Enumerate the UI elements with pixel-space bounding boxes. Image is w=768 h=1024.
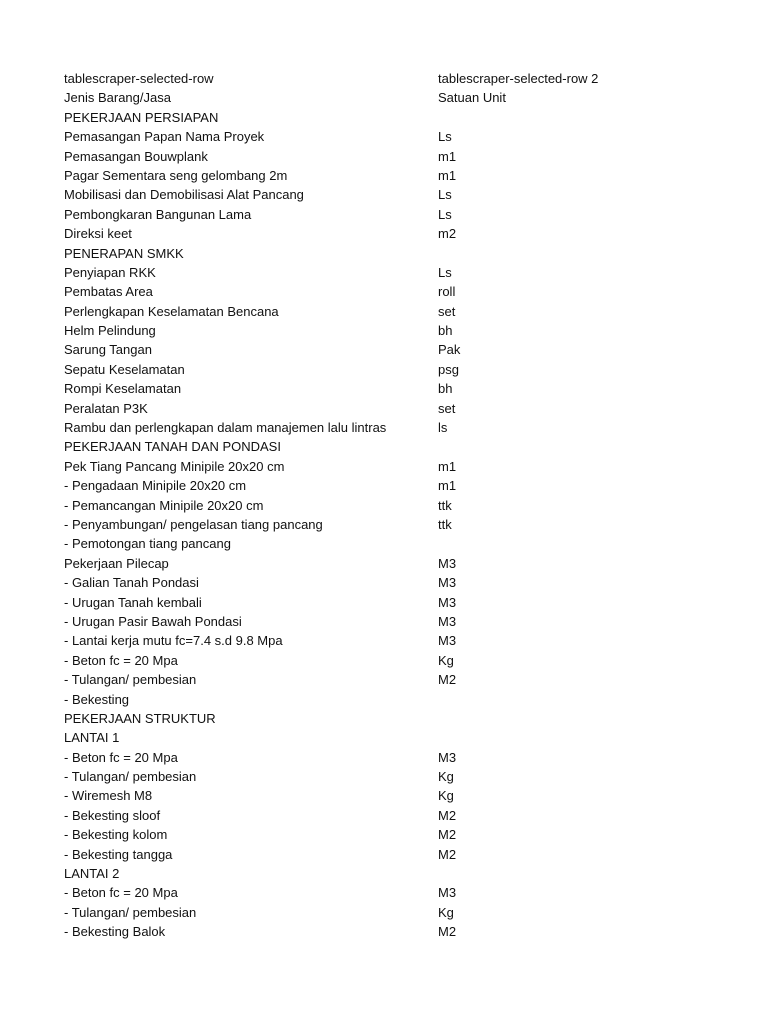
unit-cell[interactable] — [438, 534, 718, 553]
item-name-cell[interactable]: Sepatu Keselamatan — [64, 361, 185, 377]
item-name-cell[interactable]: Pembongkaran Bangunan Lama — [64, 206, 252, 222]
item-name-cell[interactable]: - Lantai kerja mutu fc=7.4 s.d 9.8 Mpa — [64, 633, 283, 649]
unit-cell[interactable]: Kg — [438, 788, 454, 804]
unit-cell[interactable] — [438, 690, 718, 709]
table-row — [64, 282, 724, 301]
unit-cell[interactable] — [438, 108, 718, 127]
unit-cell[interactable]: set — [438, 400, 456, 416]
item-name-cell[interactable]: PEKERJAAN TANAH DAN PONDASI — [64, 439, 281, 455]
table-row — [64, 786, 724, 805]
unit-cell[interactable]: ttk — [438, 497, 452, 513]
item-name-cell[interactable]: Perlengkapan Keselamatan Bencana — [64, 303, 279, 319]
header-cell-col1[interactable]: tablescraper-selected-row — [64, 71, 214, 86]
unit-cell[interactable]: m1 — [438, 458, 457, 474]
item-name-cell[interactable]: - Galian Tanah Pondasi — [64, 575, 199, 591]
table-row — [64, 903, 724, 922]
item-name-cell[interactable]: - Bekesting tangga — [64, 846, 173, 862]
item-name-cell[interactable]: - Pemotongan tiang pancang — [64, 536, 231, 552]
table-row — [64, 127, 724, 146]
item-name-cell[interactable]: - Tulangan/ pembesian — [64, 769, 197, 785]
unit-cell[interactable]: Kg — [438, 769, 454, 785]
table-row — [64, 244, 724, 263]
item-name-cell[interactable]: Direksi keet — [64, 226, 132, 242]
item-name-cell[interactable]: LANTAI 2 — [64, 866, 120, 882]
unit-cell[interactable]: Satuan Unit — [438, 90, 506, 106]
item-name-cell[interactable]: - Wiremesh M8 — [64, 788, 153, 804]
table-row — [64, 651, 724, 670]
item-name-cell[interactable]: - Beton fc = 20 Mpa — [64, 885, 178, 901]
item-name-cell[interactable]: Peralatan P3K — [64, 400, 148, 416]
unit-cell[interactable] — [438, 437, 718, 456]
table-row — [64, 612, 724, 631]
table-row — [64, 825, 724, 844]
unit-cell[interactable]: M3 — [438, 575, 457, 591]
item-name-cell[interactable]: Helm Pelindung — [64, 323, 156, 339]
unit-cell[interactable]: M2 — [438, 846, 457, 862]
item-name-cell[interactable]: PEKERJAAN STRUKTUR — [64, 710, 216, 726]
unit-cell[interactable]: Ls — [438, 206, 452, 222]
item-name-cell[interactable]: - Tulangan/ pembesian — [64, 904, 197, 920]
unit-cell[interactable]: M3 — [438, 594, 457, 610]
table-row — [64, 883, 724, 902]
spreadsheet-table — [64, 69, 724, 942]
unit-cell[interactable]: m2 — [438, 226, 457, 242]
item-name-cell[interactable]: Mobilisasi dan Demobilisasi Alat Pancang — [64, 187, 304, 203]
unit-cell[interactable]: M3 — [438, 749, 457, 765]
header-cell-col2[interactable]: tablescraper-selected-row 2 — [438, 71, 599, 86]
unit-cell[interactable]: Ls — [438, 129, 452, 145]
table-row — [64, 806, 724, 825]
table-row — [64, 224, 724, 243]
unit-cell[interactable]: Ls — [438, 264, 452, 280]
unit-cell[interactable]: set — [438, 303, 456, 319]
table-row — [64, 457, 724, 476]
table-row — [64, 399, 724, 418]
table-row — [64, 108, 724, 127]
table-row — [64, 496, 724, 515]
header-row — [64, 69, 724, 88]
unit-cell[interactable]: Kg — [438, 904, 454, 920]
item-name-cell[interactable]: Pemasangan Papan Nama Proyek — [64, 129, 265, 145]
unit-cell[interactable]: Pak — [438, 342, 461, 358]
table-row — [64, 476, 724, 495]
item-name-cell[interactable]: - Tulangan/ pembesian — [64, 672, 197, 688]
table-row — [64, 554, 724, 573]
item-name-cell[interactable]: - Bekesting kolom — [64, 827, 168, 843]
item-name-cell[interactable]: - Urugan Pasir Bawah Pondasi — [64, 613, 242, 629]
item-name-cell[interactable]: - Bekesting sloof — [64, 807, 161, 823]
table-row — [64, 767, 724, 786]
unit-cell[interactable]: ls — [438, 420, 448, 436]
item-name-cell[interactable]: PENERAPAN SMKK — [64, 245, 184, 261]
item-name-cell[interactable]: Pembatas Area — [64, 284, 153, 300]
unit-cell[interactable]: M2 — [438, 807, 457, 823]
unit-cell[interactable] — [438, 244, 718, 263]
table-row — [64, 302, 724, 321]
table-row — [64, 534, 724, 553]
unit-cell[interactable] — [438, 864, 718, 883]
table-row — [64, 185, 724, 204]
unit-cell[interactable]: M3 — [438, 555, 457, 571]
unit-cell[interactable]: psg — [438, 361, 459, 377]
item-name-cell[interactable]: - Bekesting — [64, 691, 130, 707]
table-row — [64, 88, 724, 107]
item-name-cell[interactable]: LANTAI 1 — [64, 730, 120, 746]
table-body — [64, 88, 724, 941]
unit-cell[interactable]: M3 — [438, 885, 457, 901]
table-row — [64, 437, 724, 456]
item-name-cell[interactable]: PEKERJAAN PERSIAPAN — [64, 109, 219, 125]
table-row — [64, 166, 724, 185]
table-row — [64, 573, 724, 592]
unit-cell[interactable]: Ls — [438, 187, 452, 203]
table-row — [64, 418, 724, 437]
table-row — [64, 321, 724, 340]
unit-cell[interactable]: bh — [438, 381, 453, 397]
item-name-cell[interactable]: - Beton fc = 20 Mpa — [64, 749, 178, 765]
unit-cell[interactable]: M2 — [438, 924, 457, 940]
item-name-cell[interactable]: Sarung Tangan — [64, 342, 152, 358]
unit-cell[interactable]: bh — [438, 323, 453, 339]
unit-cell[interactable]: M3 — [438, 633, 457, 649]
item-name-cell[interactable]: Rompi Keselamatan — [64, 381, 182, 397]
table-row — [64, 147, 724, 166]
item-name-cell[interactable]: Pekerjaan Pilecap — [64, 555, 169, 571]
item-name-cell[interactable]: - Urugan Tanah kembali — [64, 594, 202, 610]
table-row — [64, 728, 724, 747]
table-row — [64, 263, 724, 282]
table-row — [64, 864, 724, 883]
table-row — [64, 515, 724, 534]
unit-cell[interactable]: M2 — [438, 672, 457, 688]
unit-cell[interactable] — [438, 709, 718, 728]
item-name-cell[interactable]: - Beton fc = 20 Mpa — [64, 652, 178, 668]
table-row — [64, 670, 724, 689]
item-name-cell[interactable]: Pagar Sementara seng gelombang 2m — [64, 167, 288, 183]
item-name-cell[interactable]: Rambu dan perlengkapan dalam manajemen lalu lintras — [64, 420, 387, 436]
table-row — [64, 631, 724, 650]
table-row — [64, 360, 724, 379]
unit-cell[interactable]: M3 — [438, 613, 457, 629]
item-name-cell[interactable]: Pemasangan Bouwplank — [64, 148, 208, 164]
item-name-cell[interactable]: - Bekesting Balok — [64, 924, 166, 940]
table-row — [64, 690, 724, 709]
item-name-cell[interactable]: - Pemancangan Minipile 20x20 cm — [64, 497, 264, 513]
item-name-cell[interactable]: - Pengadaan Minipile 20x20 cm — [64, 478, 247, 494]
unit-cell[interactable] — [438, 728, 718, 747]
unit-cell[interactable]: ttk — [438, 516, 452, 532]
unit-cell[interactable]: m1 — [438, 148, 457, 164]
table-row — [64, 379, 724, 398]
item-name-cell[interactable]: - Penyambungan/ pengelasan tiang pancang — [64, 516, 323, 532]
item-name-cell[interactable]: Pek Tiang Pancang Minipile 20x20 cm — [64, 458, 285, 474]
unit-cell[interactable]: m1 — [438, 478, 457, 494]
item-name-cell[interactable]: Jenis Barang/Jasa — [64, 90, 171, 106]
table-row — [64, 709, 724, 728]
table-row — [64, 340, 724, 359]
item-name-cell[interactable]: Penyiapan RKK — [64, 264, 156, 280]
unit-cell[interactable]: M2 — [438, 827, 457, 843]
unit-cell[interactable]: roll — [438, 284, 456, 300]
unit-cell[interactable]: m1 — [438, 167, 457, 183]
unit-cell[interactable]: Kg — [438, 652, 454, 668]
table-row — [64, 845, 724, 864]
table-row — [64, 748, 724, 767]
table-row — [64, 922, 724, 941]
table-row — [64, 593, 724, 612]
table-row — [64, 205, 724, 224]
